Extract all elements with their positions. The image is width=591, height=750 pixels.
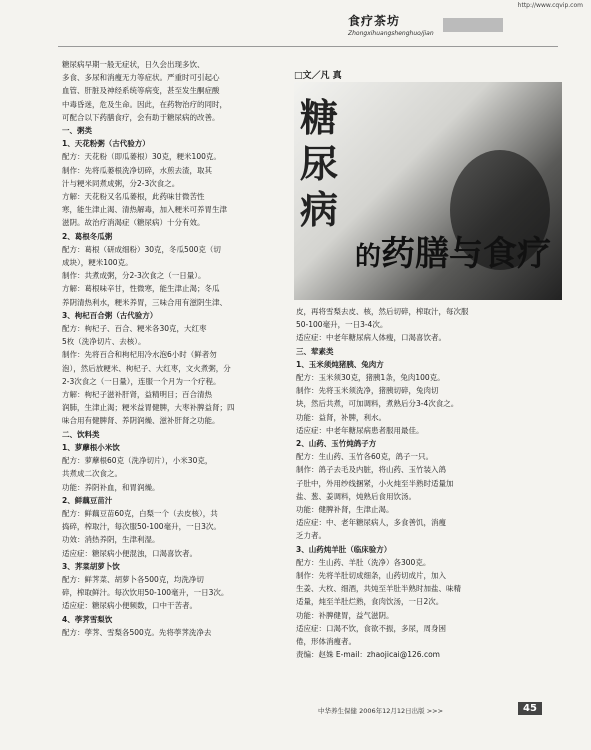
- title-char: 糖: [300, 95, 339, 140]
- text-line: 1、天花粉粥（古代验方）: [62, 139, 150, 149]
- title-main: [355, 226, 551, 275]
- text-line: 配方：天花粉（即瓜蒌根）30克，粳米100克。: [62, 152, 221, 162]
- text-line: 配方：枸杞子、百合、粳米各30克，大红枣: [62, 324, 207, 334]
- text-line: 糖尿病早期一般无症状，日久会出现多饮、: [62, 60, 205, 69]
- text-line: 制作：鸽子去毛及内脏，将山药、玉竹装入鸽: [296, 465, 446, 475]
- text-line: 适应症：糖尿病小便混浊，口渴喜饮者。: [62, 548, 197, 558]
- text-line: 配方：葛根（研成细粉）30克，冬瓜500克（切: [62, 244, 221, 254]
- text-line: 配方：生山药、羊肚（洗净）各300克。: [296, 557, 431, 567]
- text-line: 1、玉米须炖猪胰、兔肉方: [296, 359, 384, 369]
- text-line: 方解：葛根味辛甘，性微寒，能生津止渴；冬瓜: [62, 284, 220, 294]
- header-bar: [443, 18, 503, 32]
- text-line: 血管、肝脏及神经系统等病变，甚至发生酮症酸: [62, 86, 220, 96]
- text-line: 乏力者。: [296, 531, 326, 541]
- text-line: 功能：补脾健胃，益气滋阴。: [296, 610, 394, 620]
- text-line: 2、山药、玉竹炖鸽子方: [296, 439, 377, 449]
- text-line: 2、葛根冬瓜粥: [62, 231, 113, 241]
- text-line: 配方：生山药、玉竹各60克，鸽子一只。: [296, 452, 434, 462]
- text-line: 功能：健脾补肾，生津止渴。: [296, 505, 394, 515]
- text-line: 1、萝藦根小米饮: [62, 442, 120, 452]
- text-line: 配方：荸荠、雪梨各500克。先将荸荠洗净去: [62, 627, 212, 637]
- text-line: 中毒昏迷，危及生命。因此，在药物治疗的同时，: [62, 99, 227, 109]
- text-line: 适应症：糖尿病小便频数，口中干苦者。: [62, 601, 197, 611]
- text-line: 50-100毫升，一日3-4次。: [296, 320, 388, 330]
- title-vertical: [300, 95, 360, 233]
- title-main-text: 药膳与食疗: [381, 234, 552, 274]
- text-line: 泡），然后放粳米、枸杞子、大红枣，文火煮粥，分: [62, 363, 231, 373]
- page-number: 45: [518, 702, 542, 715]
- text-line: 多食、多尿和消瘦无力等症状。严重时可引起心: [62, 73, 220, 83]
- text-line: 3、枸杞百合粥（古代验方）: [62, 310, 158, 320]
- text-line: 一、粥类: [62, 126, 92, 136]
- left-column: [62, 58, 284, 639]
- text-line: 3、荠菜胡萝卜饮: [62, 561, 120, 571]
- text-line: 生姜、大枚、细酒，共炖至羊肚半熟时加盐、味精: [296, 584, 461, 594]
- text-line: 寒，能生津止渴、清热解毒，加入粳米可养胃生津: [62, 205, 227, 215]
- text-line: 功效：消热养阴，生津利湿。: [62, 535, 160, 545]
- title-vertical-text: [300, 95, 360, 233]
- text-line: 共煮成二次食之。: [62, 469, 122, 479]
- title-connector: 的: [355, 242, 382, 272]
- text-line: 倦，形体消瘦者。: [296, 637, 356, 647]
- text-line: 子肚中，外用纱线捆紧，小火炖至半熟时适量加: [296, 478, 454, 488]
- text-line: 2、鲜藕豆苗汁: [62, 495, 113, 505]
- text-line: 配方：玉米须30克，猪胰1条，兔肉100克。: [296, 373, 445, 383]
- text-line: 功能：养阴补血，和胃润燥。: [62, 482, 160, 492]
- text-line: 滋阴。故治疗消渴症（糖尿病）十分有效。: [62, 218, 205, 228]
- text-line: 三、荤素类: [296, 346, 334, 356]
- text-line: 方解：天花粉又名瓜蒌根，此药味甘微苦性: [62, 192, 205, 202]
- text-line: 适应症：口渴不饮，食欲不振，多尿，周身困: [296, 623, 446, 633]
- text-line: 3、山药炖羊肚（临床验方）: [296, 544, 392, 554]
- text-line: 养阴清热利水，粳米养胃，三味合用有滋阴生津、: [62, 297, 227, 307]
- text-line: 制作：先将瓜蒌根洗净切碎，水煎去渣，取其: [62, 165, 212, 175]
- text-line: 2-3次食之（一日量），连服一个月为一个疗程。: [62, 376, 221, 386]
- source-url: http://www.cqvip.com: [517, 2, 583, 9]
- text-line: 盐、葱、姜调料，炖熟后食用饮汤。: [296, 491, 416, 501]
- text-line: 配方：鲜藕豆苗60克，白梨一个（去皮核），共: [62, 508, 218, 518]
- text-line: 块，然后共煮，可加调料，煮熟后分3-4次食之。: [296, 399, 459, 409]
- text-line: 配方：鲜荠菜、胡萝卜各500克，均洗净切: [62, 574, 204, 584]
- text-line: 方解：枸杞子滋补肝肾，益精明目；百合清热: [62, 390, 212, 400]
- text-line: 适应症：中、老年糖尿病人，多食善饥，消瘦: [296, 518, 446, 528]
- text-line: 5枚（洗净切片、去核）。: [62, 337, 146, 347]
- text-line: 汁与粳米同煮成粥，分2-3次食之。: [62, 178, 180, 188]
- text-line: 制作：共煮成粥，分2-3次食之（一日量）。: [62, 271, 206, 281]
- text-line: 成块），粳米100克。: [62, 258, 133, 268]
- column-title: 食疗茶坊: [348, 14, 401, 28]
- column-subtitle: Zhongxihuangshenghuo/jian: [348, 30, 434, 37]
- text-line: 配方：萝藦根60克（洗净切片），小米30克，: [62, 456, 213, 466]
- text-line: 制作：先将玉米须洗净，猪胰切碎，兔肉切: [296, 386, 439, 396]
- text-line: 皮，再将雪梨去皮、核，然后切碎，榨取汁，每次服: [296, 307, 469, 316]
- text-line: 制作：先将羊肚切成细条，山药切成片，加入: [296, 571, 446, 581]
- title-char: 病: [300, 187, 339, 232]
- text-line: 碎，榨取鲜汁。每次饮用50-100毫升，一日3次。: [62, 588, 229, 598]
- text-line: 二、饮料类: [62, 429, 100, 439]
- byline: □文／凡 真: [294, 71, 342, 81]
- text-line: 味合用有健脾肾、养阴润燥、滋补肝肾之功能。: [62, 416, 220, 426]
- title-char: 尿: [300, 141, 339, 186]
- right-column: [296, 305, 558, 661]
- column-header: [348, 12, 480, 44]
- text-line: 适量，炖至羊肚烂熟，食肉饮汤，一日2次。: [296, 597, 444, 607]
- text-line: 制作：先将百合和枸杞用冷水泡6小时（鲜者勿: [62, 350, 217, 360]
- text-line: 润肺，生津止渴；粳米益胃健脾，大枣补脾益肾；四: [62, 403, 235, 413]
- text-line: 适应症：中老年糖尿病人体瘦，口渴喜饮者。: [296, 333, 446, 343]
- text-line: 4、荸荠雪梨饮: [62, 614, 113, 624]
- footer-journal: 中华养生保健 2006年12月12日出版 >>>: [318, 707, 444, 715]
- text-line: 捣碎，榨取汁，每次服50-100毫升，一日3次。: [62, 522, 221, 532]
- text-line: 功能：益肾，补脾，利水。: [296, 412, 386, 422]
- text-line: 可配合以下药膳食疗，会有助于糖尿病的改善。: [62, 112, 220, 122]
- text-line: 责编：赵姝 E-mail：zhaojicai@126.com: [296, 650, 440, 660]
- header-rule: [58, 46, 558, 47]
- text-line: 适应症：中老年糖尿病患者服用最佳。: [296, 425, 424, 435]
